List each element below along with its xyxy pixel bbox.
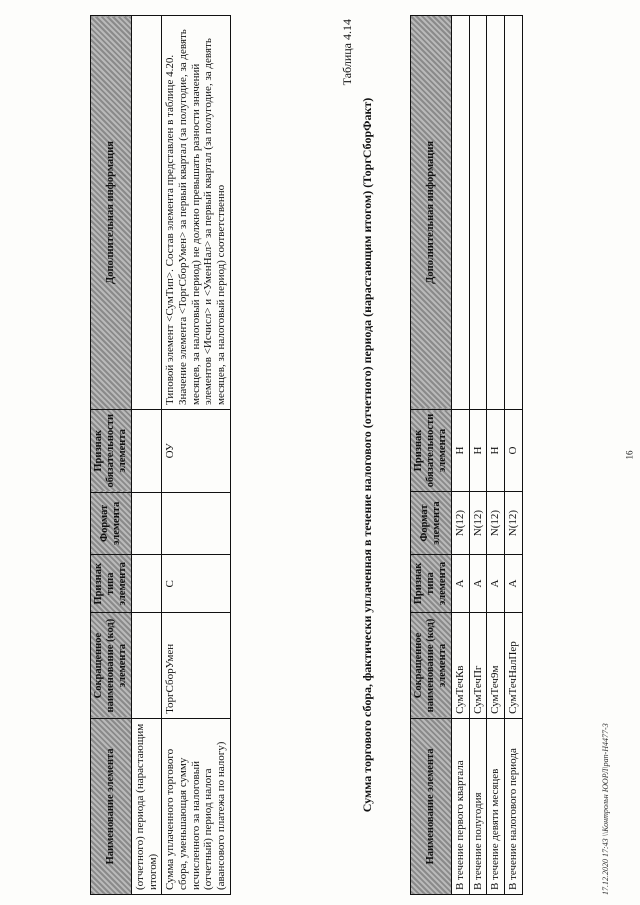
cell-type: А — [452, 554, 470, 612]
table-row — [469, 16, 487, 895]
header-name: Наименование элемента — [411, 718, 452, 894]
table-label: Таблица 4.14 — [340, 19, 354, 86]
cell-obligation: Н — [487, 409, 505, 492]
header-code: Сокращенное наименование (код) элемента — [411, 613, 452, 719]
cell-name: В течение девяти месяцев — [487, 718, 505, 894]
header-name: Наименование элемента — [91, 718, 132, 894]
table-row — [162, 16, 230, 895]
cell-info: Типовой элемент <СумТип>. Состав элемента представлен в таблице 4.20. Значение элемента <ТоргСборУмен> за первый квартал (за полугодие, за девять месяцев, за налоговый период) не должно превышать разности значений элементов <Исчисл> и <УменНал> за первый квартал (за полугодие, за девять месяцев, за налоговый период) соответственно — [162, 16, 230, 410]
page-number: 16 — [624, 450, 635, 460]
cell-code: СумТеч9м — [487, 613, 505, 719]
cell-type: А — [469, 554, 487, 612]
cell-obligation: ОУ — [162, 410, 230, 493]
table2-header-row — [411, 16, 452, 895]
cell-info — [505, 16, 523, 410]
cell-format: N(12) — [469, 492, 487, 555]
table1-header-row — [91, 16, 132, 895]
cell-name: В течение полугодия — [469, 718, 487, 894]
cell-name: В течение налогового периода — [505, 718, 523, 894]
cell-code: СумТечКв — [452, 613, 470, 719]
table-row — [132, 16, 162, 895]
cell-info — [487, 16, 505, 410]
cell-name: В течение первого квартала — [452, 718, 470, 894]
header-code: Сокращенное наименование (код) элемента — [91, 613, 132, 718]
table-row — [505, 16, 523, 895]
header-type: Признак типа элемента — [91, 555, 132, 613]
header-info: Дополнительная информация — [411, 16, 452, 410]
cell-type: А — [487, 554, 505, 612]
cell-code: ТоргСборУмен — [162, 613, 230, 718]
table-torgsbor-fakt — [410, 15, 523, 895]
cell-name: (отчетного) периода (нарастающим итогом) — [132, 718, 162, 894]
cell-name: Сумма уплаченного торгового сбора, уменьшающая сумму исчисленного за налоговый (отчетный) период налога (авансового платежа по налогу) — [162, 718, 230, 894]
cell-info — [469, 16, 487, 410]
header-obligation: Признак обязательности элемента — [411, 409, 452, 492]
rotated-content — [90, 15, 610, 895]
cell-code: СумТечНалПер — [505, 613, 523, 719]
cell-obligation — [132, 410, 162, 493]
cell-format — [162, 492, 230, 555]
cell-type — [132, 555, 162, 613]
cell-code: СумТечПг — [469, 613, 487, 719]
footer-stamp: 17.12.2020 17:43 \\Контрольн ЮОРЛ\рап-Н4477-3 — [601, 723, 610, 895]
cell-obligation: Н — [469, 409, 487, 492]
cell-format — [132, 492, 162, 555]
header-type: Признак типа элемента — [411, 554, 452, 612]
cell-format: N(12) — [505, 492, 523, 555]
cell-info — [452, 16, 470, 410]
header-obligation: Признак обязательности элемента — [91, 410, 132, 493]
table-elements-continued — [90, 15, 231, 895]
header-format: Формат элемента — [91, 492, 132, 555]
cell-code — [132, 613, 162, 718]
cell-type: А — [505, 554, 523, 612]
cell-format: N(12) — [487, 492, 505, 555]
cell-obligation: Н — [452, 409, 470, 492]
header-info: Дополнительная информация — [91, 16, 132, 410]
cell-obligation: О — [505, 409, 523, 492]
table-row — [452, 16, 470, 895]
table-row — [487, 16, 505, 895]
header-format: Формат элемента — [411, 492, 452, 555]
cell-info — [132, 16, 162, 410]
cell-format: N(12) — [452, 492, 470, 555]
cell-type: С — [162, 555, 230, 613]
table-title: Сумма торгового сбора, фактически уплаченная в течение налогового (отчетного) периода (нарастающим итогом) (ТоргСборФакт) — [360, 97, 374, 813]
